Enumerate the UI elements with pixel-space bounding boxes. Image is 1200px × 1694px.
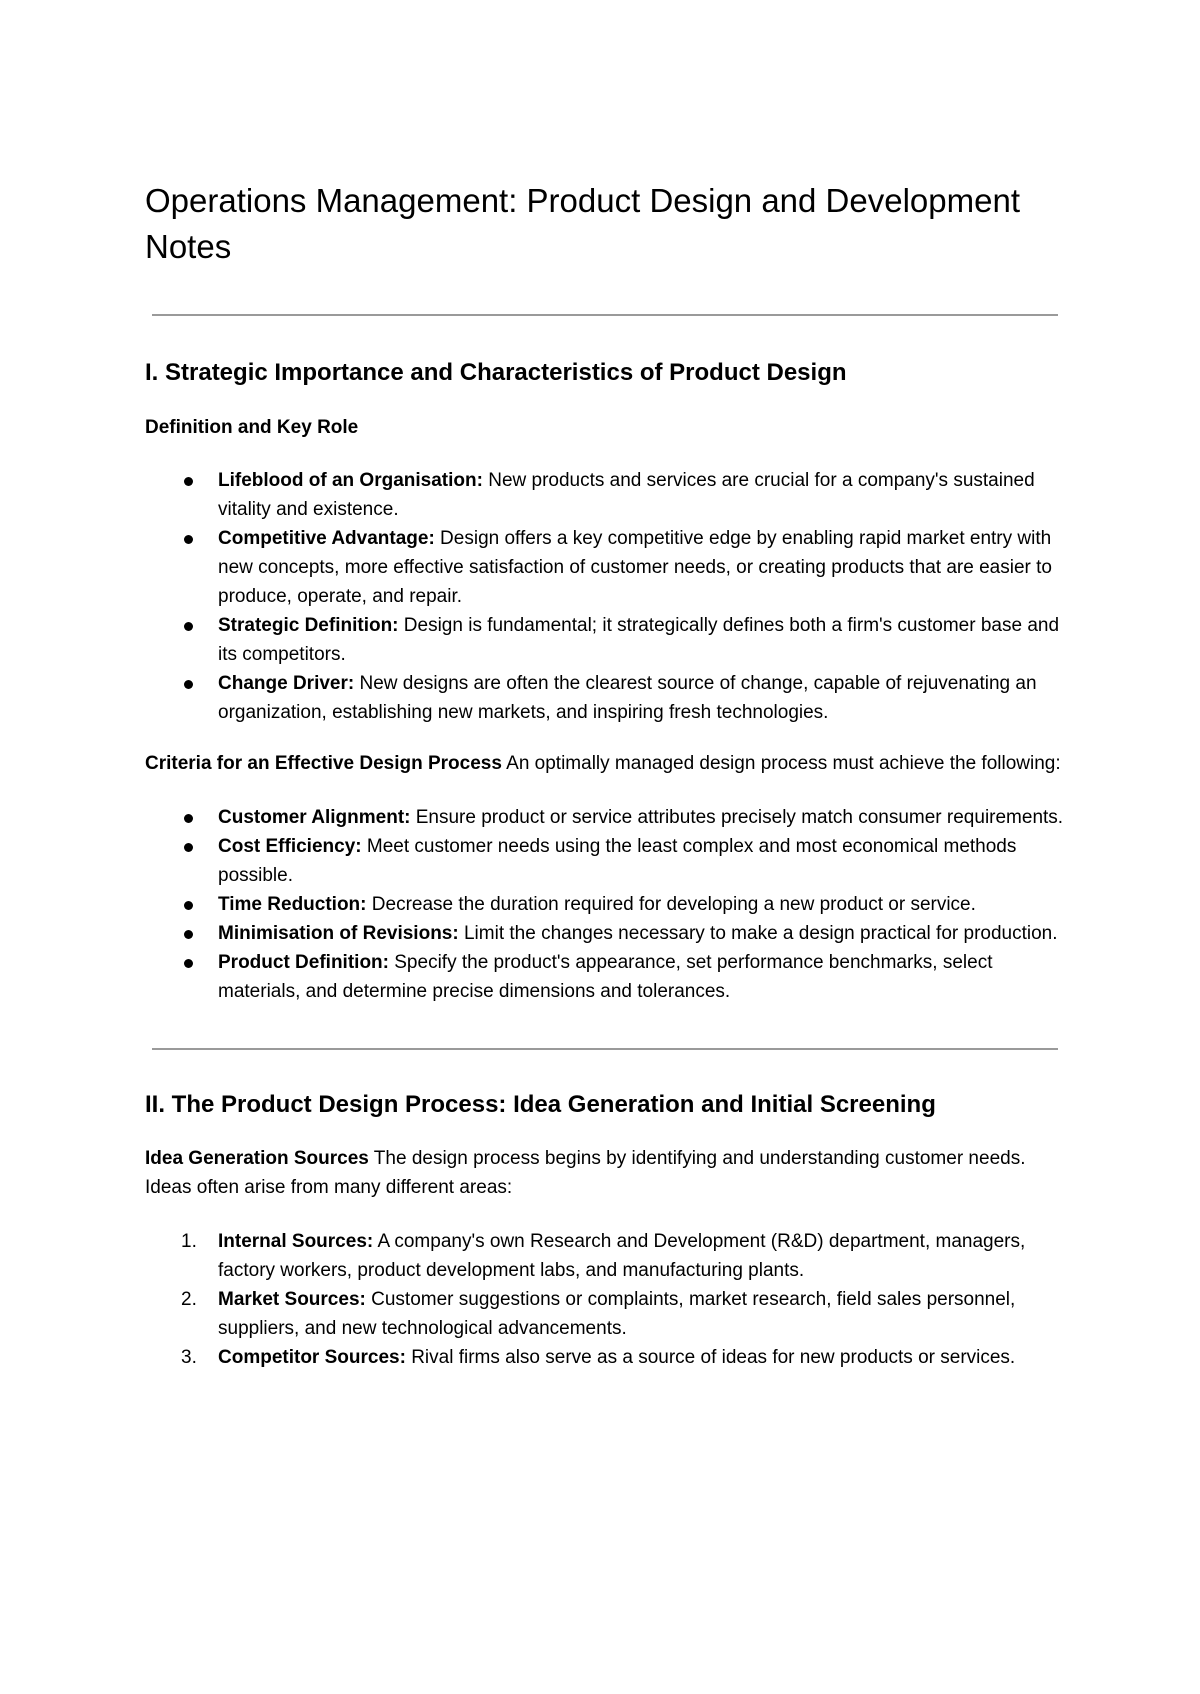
list-item [145,1343,1065,1372]
sources-intro-paragraph [145,1144,1065,1202]
criteria-subheading-label: Criteria for an Effective Design Process [145,753,502,774]
list-item [145,1285,1065,1343]
list-item [145,611,1065,669]
list-item [145,832,1065,890]
list-item-text: Limit the changes necessary to make a design practical for production. [458,923,1058,944]
bullet-icon [184,930,193,939]
list-item-text: Decrease the duration required for developing a new product or service. [366,894,976,915]
list-item-text: New designs are often the clearest source of change, capable of rejuvenating an organization, establishing new markets, and inspiring fresh technologies. [218,673,1037,723]
sources-subheading-label: Idea Generation Sources [145,1148,369,1169]
bullet-icon [184,843,193,852]
list-number: 3. [181,1347,197,1368]
criteria-intro-text: An optimally managed design process must achieve the following: [501,753,1061,774]
list-item [145,466,1065,524]
list-item-term: Cost Efficiency: [218,836,362,857]
list-item [145,1227,1065,1285]
bullet-icon [184,959,193,968]
list-item [145,948,1065,1006]
bullet-icon [184,622,193,631]
section-heading-strategic-importance: I. Strategic Importance and Characteristics of Product Design [145,359,847,386]
list-item-text: Specify the product's appearance, set performance benchmarks, select materials, and determine precise dimensions and tolerances. [218,952,993,1002]
list-item-text: Customer suggestions or complaints, market research, field sales personnel, suppliers, and new technological advancements. [218,1289,1016,1339]
list-number: 2. [181,1289,197,1310]
list-item-term: Lifeblood of an Organisation: [218,470,483,491]
list-item [145,890,1065,919]
bullet-icon [184,901,193,910]
bullet-icon [184,477,193,486]
list-item-text: Meet customer needs using the least complex and most economical methods possible. [218,836,1017,886]
list-item-text: A company's own Research and Development (R&D) department, managers, factory workers, product development labs, and manufacturing plants. [218,1231,1026,1281]
definition-subheading [145,413,1065,442]
list-item-term: Change Driver: [218,673,355,694]
list-item-term: Competitor Sources: [218,1347,406,1368]
document-body [145,178,1065,1372]
bullet-icon [184,814,193,823]
list-item [145,669,1065,727]
definition-subheading-label: Definition and Key Role [145,417,359,438]
section-heading-design-process: II. The Product Design Process: Idea Generation and Initial Screening [145,1091,936,1118]
list-item-term: Product Definition: [218,952,389,973]
list-item [145,919,1065,948]
list-item-term: Strategic Definition: [218,615,399,636]
sources-intro-text: The design process begins by identifying and understanding customer needs. Ideas often arise from many different areas: [145,1148,1026,1198]
page-title: Operations Management: Product Design and Development Notes [145,182,1020,265]
list-item-text: Ensure product or service attributes precisely match consumer requirements. [410,807,1064,828]
list-item-term: Minimisation of Revisions: [218,923,459,944]
bullet-icon [184,680,193,689]
horizontal-divider [152,1048,1058,1050]
bullet-icon [184,535,193,544]
list-number: 1. [181,1231,197,1252]
criteria-bullet-list [145,803,1065,1006]
horizontal-divider [152,314,1058,316]
list-item-text: Design offers a key competitive edge by enabling rapid market entry with new concepts, more effective satisfaction of customer needs, or creating products that are easier to produce, operate, and repair. [218,528,1052,607]
list-item [145,524,1065,611]
list-item-term: Customer Alignment: [218,807,411,828]
list-item-text: New products and services are crucial for a company's sustained vitality and existence. [218,470,1035,520]
list-item-text: Design is fundamental; it strategically defines both a firm's customer base and its competitors. [218,615,1060,665]
list-item-term: Time Reduction: [218,894,367,915]
list-item-term: Internal Sources: [218,1231,374,1252]
list-item [145,803,1065,832]
definition-bullet-list [145,466,1065,727]
list-item-term: Competitive Advantage: [218,528,435,549]
sources-numbered-list [145,1227,1065,1372]
list-item-text: Rival firms also serve as a source of ideas for new products or services. [405,1347,1016,1368]
criteria-intro-paragraph [145,749,1065,778]
list-item-term: Market Sources: [218,1289,366,1310]
